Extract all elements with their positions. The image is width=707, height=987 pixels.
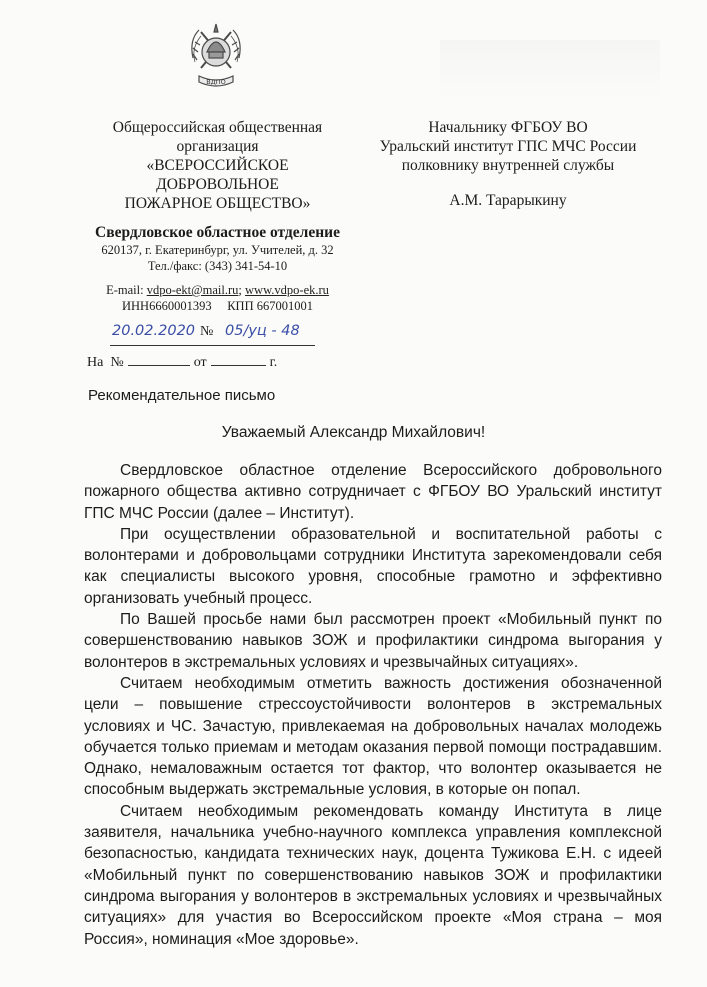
- body-paragraph: Считаем необходимым рекомендовать команду Института в лице заявителя, начальника учебно-научного комплекса управления комплексной безопасностью, кандидата технических наук, доцента Тужикова Е.Н. с идеей «Мобильный пункт по совершенствованию навыков ЗОЖ и профилактики синдрома выгорания у волонтеров в экстремальных условиях и чрезвычайных ситуациях» для участия во Всероссийском проекте «Моя страна – моя Россия», номинация «Мое здоровье».: [84, 802, 662, 948]
- recipient-line: полковнику внутренней службы: [401, 157, 615, 174]
- bleed-through-mark: [440, 40, 660, 100]
- vdpo-emblem-logo: [185, 18, 247, 92]
- sender-contacts: [80, 282, 355, 298]
- recipient-name: А.М. Тарарыкину: [449, 192, 567, 209]
- ref-date-blank: [211, 353, 266, 366]
- sender-department: Свердловское областное отделение: [95, 224, 340, 241]
- sender-inn-kpp: ИНН6660001393 КПП 667001001: [122, 299, 313, 313]
- letter-type: Рекомендательное письмо: [88, 387, 276, 404]
- number-sign: №: [200, 324, 214, 339]
- recipient-line: Уральский институт ГПС МЧС России: [379, 138, 637, 155]
- registration-line: [110, 325, 315, 346]
- body-paragraph: Свердловское областное отделение Всероссийского добровольного пожарного общества активно сотрудничает с ФГБОУ ВО Уральский институт ГПС МЧС России (далее – Институт).: [84, 462, 662, 522]
- ref-from: от: [193, 355, 207, 370]
- email-label: E-mail:: [106, 283, 147, 297]
- letter-body: [84, 460, 662, 950]
- body-paragraph: По Вашей просьбе нами был рассмотрен проект «Мобильный пункт по совершенствованию навыков ЗОЖ и профилактики синдрома выгорания у волонтеров в экстремальных условиях и чрезвычайных ситуациях».: [84, 611, 662, 671]
- salutation: Уважаемый Александр Михайлович!: [221, 424, 486, 441]
- sender-org-line: Общероссийская общественная: [112, 119, 323, 136]
- reference-line: [87, 353, 277, 371]
- sender-org-line: организация: [176, 138, 259, 155]
- body-paragraph: Считаем необходимым отметить важность достижения обозначенной цели – повышение стрессоустойчивости волонтеров в экстремальных условиях и ЧС. Зачастую, привлекаемая на добровольных началах молодежь обучается только приемам и методам оказания первой помощи пострадавшим. Однако, немаловажным остается тот фактор, что волонтер оказывается не способным выдержать экстремальные условия, в которые он попал.: [84, 674, 662, 799]
- sender-phone: Тел./факс: (343) 341-54-10: [147, 259, 288, 273]
- sender-address: 620137, г. Екатеринбург, ул. Учителей, д. 32: [101, 243, 334, 257]
- emblem-text: ВДПО: [206, 78, 226, 86]
- body-paragraph: При осуществлении образовательной и воспитательной работы с волонтерами и добровольцами сотрудники Института зарекомендовали себя как специалисты высокого уровня, способные грамотно и эффективно организовать учебный процесс.: [84, 525, 662, 607]
- ref-prefix: На №: [87, 355, 124, 370]
- recipient-line: Начальнику ФГБОУ ВО: [428, 119, 588, 136]
- sender-org-line: ДОБРОВОЛЬНОЕ: [156, 176, 279, 193]
- email-link[interactable]: vdpo-ekt@mail.ru: [146, 283, 239, 297]
- contact-separator: ;: [238, 283, 246, 297]
- sender-org-line: «ВСЕРОССИЙСКОЕ: [146, 157, 289, 174]
- recipient-block: [368, 118, 648, 210]
- handwritten-number: 05/уц - 48: [225, 323, 300, 339]
- website-link[interactable]: www.vdpo-ek.ru: [245, 283, 329, 297]
- sender-org-line: ПОЖАРНОЕ ОБЩЕСТВО»: [124, 195, 311, 212]
- ref-suffix: г.: [269, 355, 278, 370]
- ref-number-blank: [128, 353, 190, 366]
- sender-block: [80, 118, 355, 314]
- handwritten-date: 20.02.2020: [112, 323, 196, 339]
